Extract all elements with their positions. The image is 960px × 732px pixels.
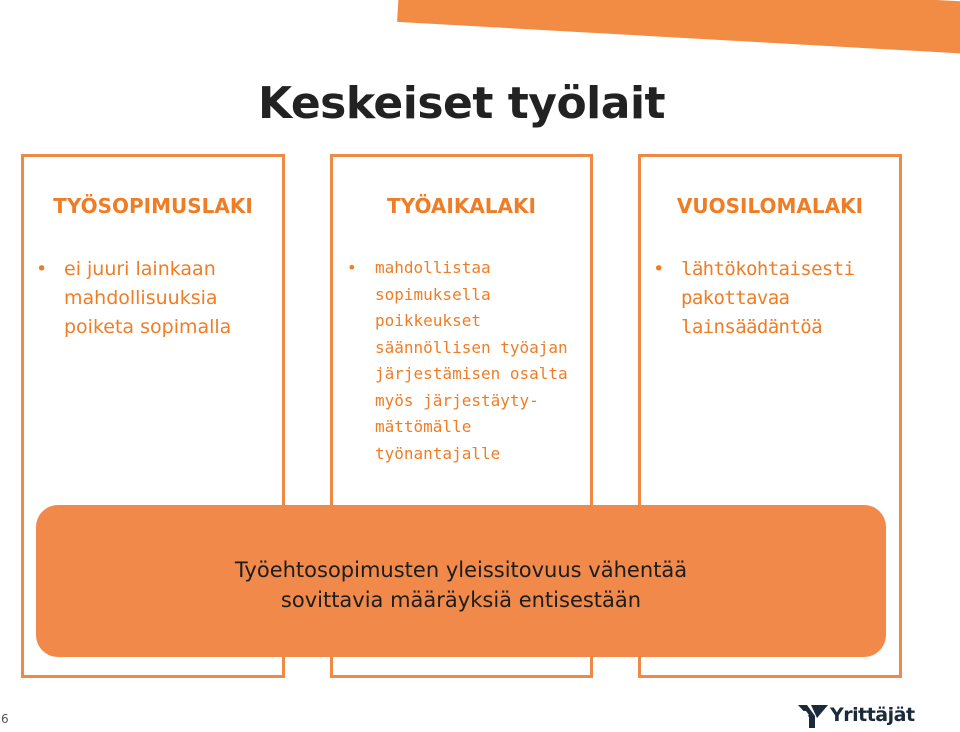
bullet-icon: •: [653, 258, 664, 280]
page-number: 6: [1, 712, 9, 726]
list-item: [34, 255, 274, 342]
logo-text: Yrittäjät: [830, 704, 915, 726]
bullet-list: [651, 255, 891, 342]
list-item: [345, 255, 582, 467]
summary-banner: [36, 505, 886, 657]
column-heading: VUOSILOMALAKI: [676, 194, 864, 218]
bullet-list: [34, 255, 274, 342]
list-item-text: mahdollistaa sopimuksella poikkeukset säännöllisen työajan järjestämisen osalta myös järjestäyty- mättömälle työnantajalle: [375, 258, 568, 463]
banner-line-1: Työehtosopimusten yleissitovuus vähentää: [234, 558, 688, 582]
decorative-top-stripe: [397, 0, 960, 57]
bullet-icon: •: [36, 258, 48, 280]
list-item: [651, 255, 891, 342]
list-item-text: ei juuri lainkaan mahdollisuuksia poiketa sopimalla: [64, 258, 232, 338]
column-heading: TYÖSOPIMUSLAKI: [53, 194, 253, 218]
bullet-list: [345, 255, 582, 467]
yrittajat-logo-icon: [798, 702, 828, 728]
banner-text: [36, 555, 886, 615]
column-heading: TYÖAIKALAKI: [387, 194, 536, 218]
yrittajat-logo: [798, 702, 915, 728]
bullet-icon: •: [347, 258, 357, 277]
slide-title: Keskeiset työlait: [258, 78, 666, 129]
list-item-text: lähtökohtaisesti pakottavaa lainsäädäntöä: [681, 258, 855, 338]
banner-line-2: sovittavia määräyksiä entisestään: [280, 588, 642, 612]
